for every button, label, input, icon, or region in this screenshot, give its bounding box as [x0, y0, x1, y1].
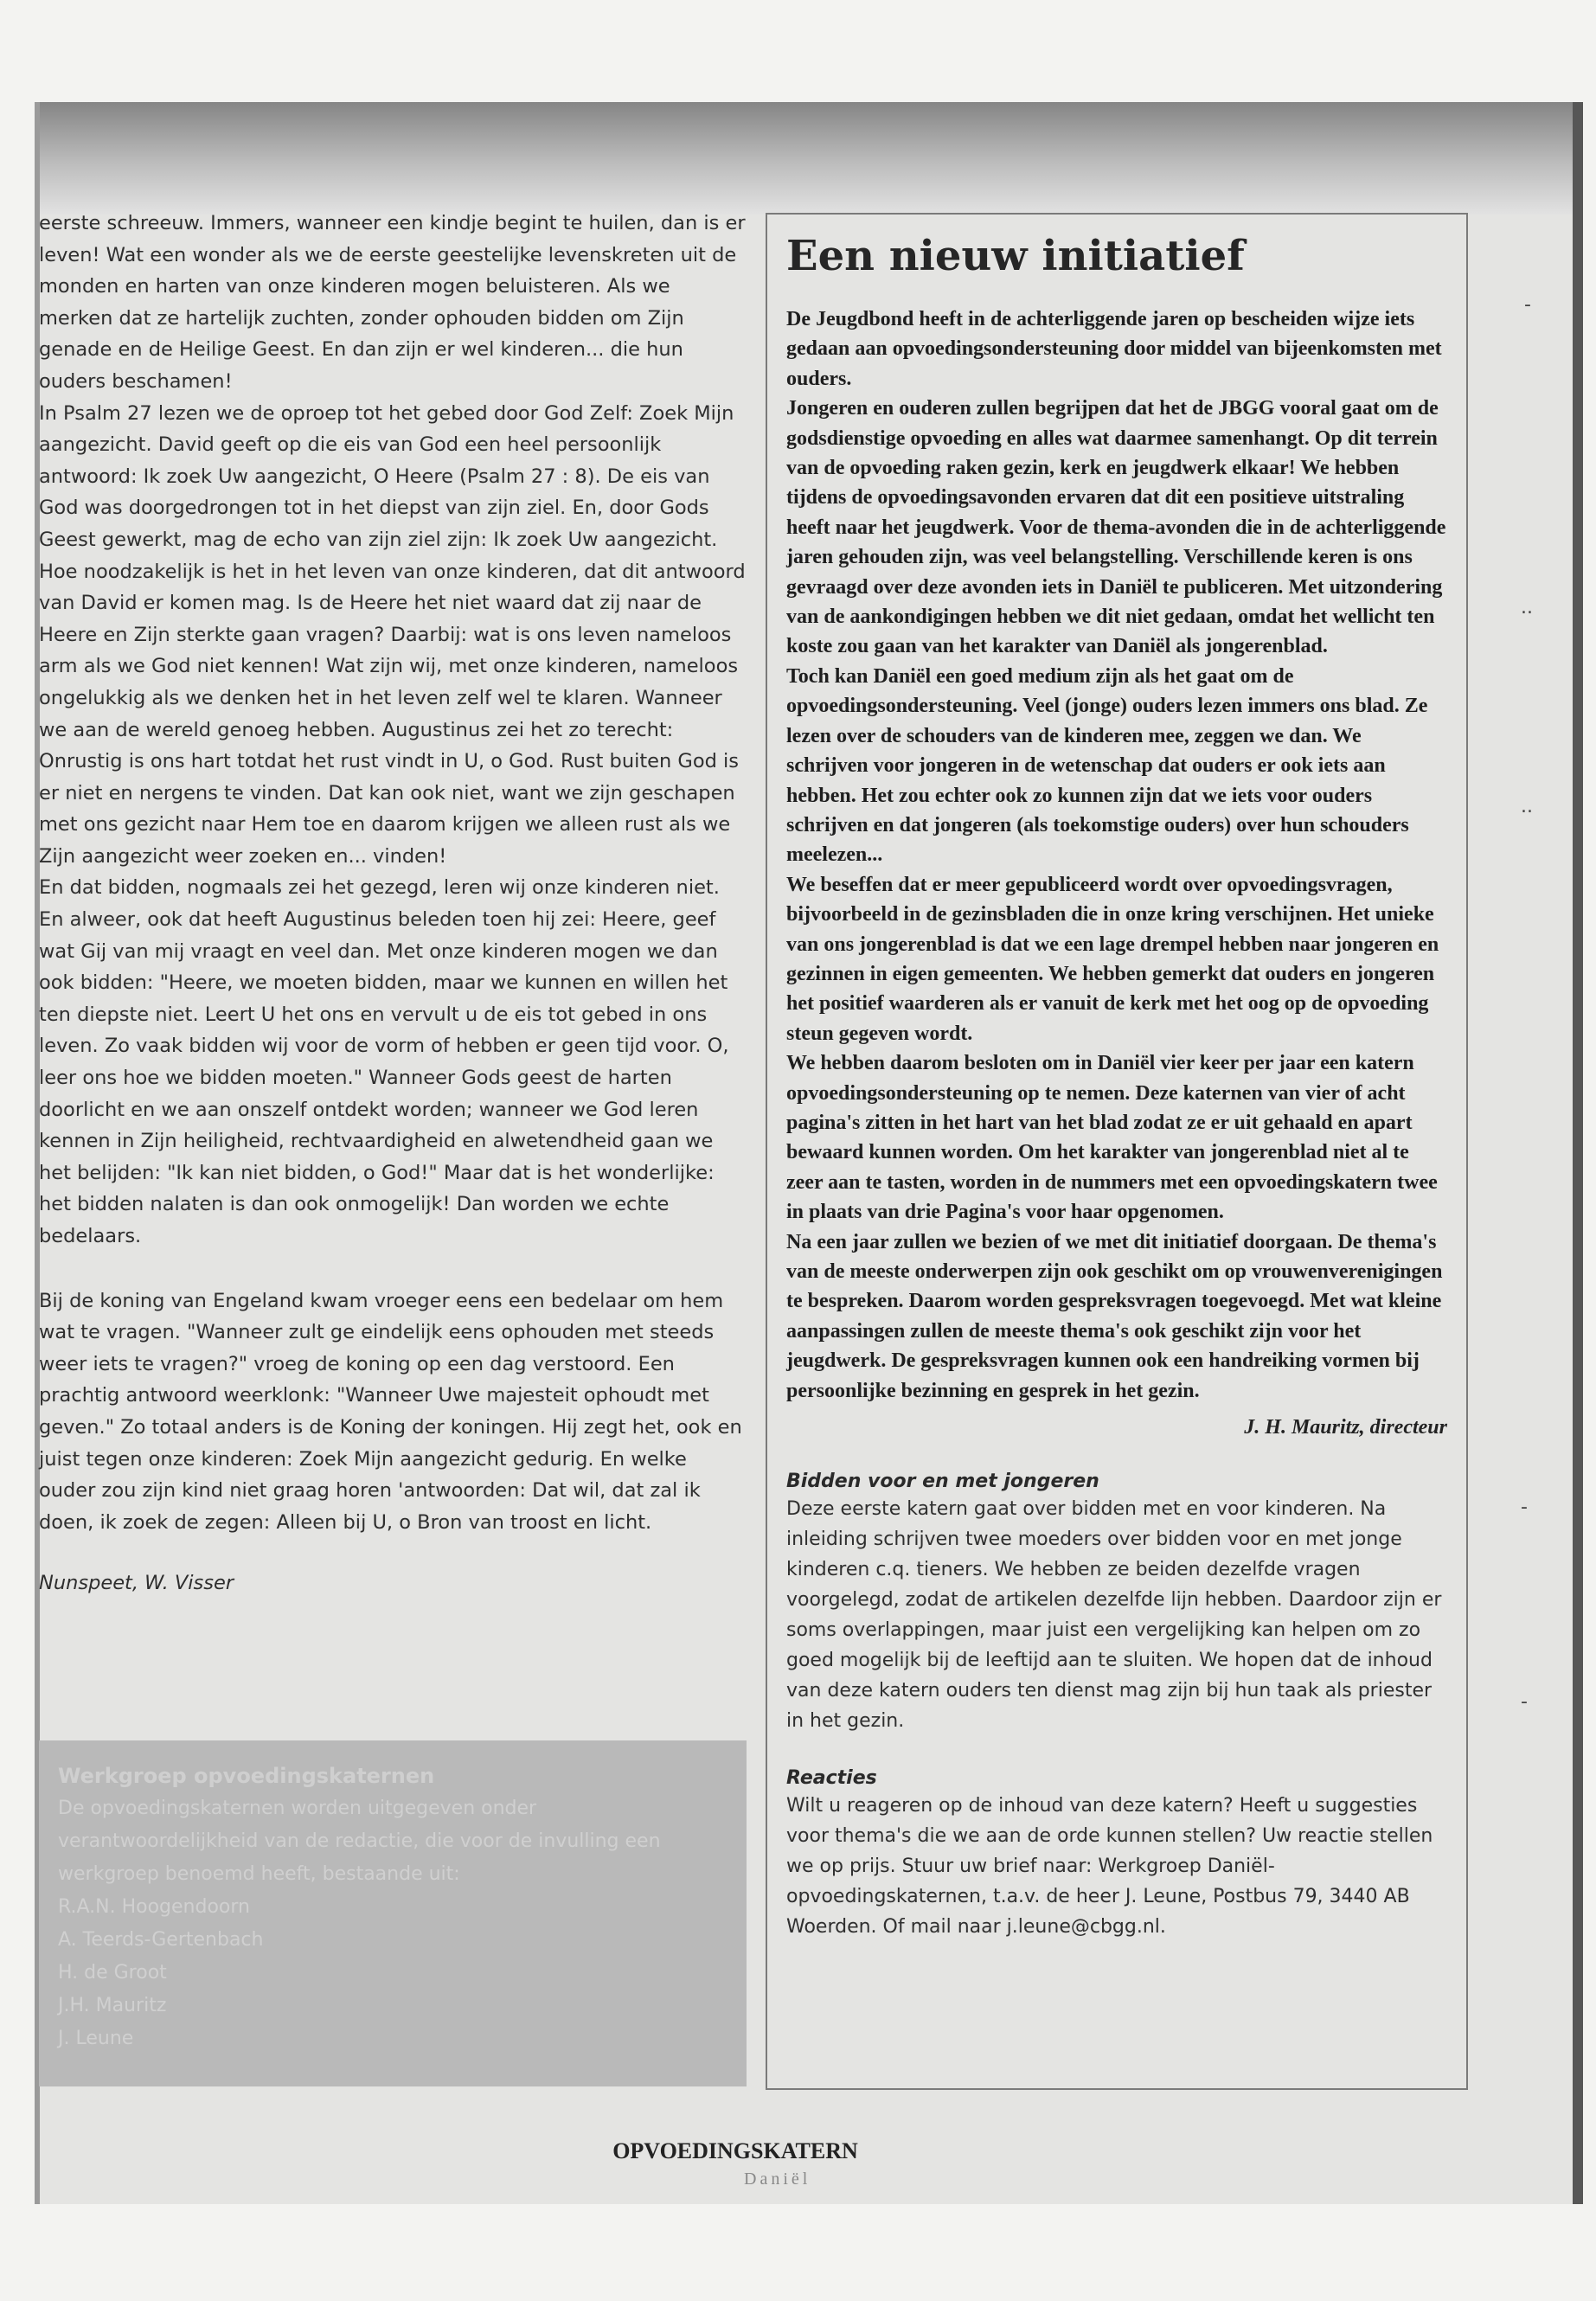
margin-mark: .. — [1521, 796, 1533, 817]
workgroup-member: R.A.N. Hoogendoorn — [58, 1896, 250, 1918]
article-paragraph: Na een jaar zullen we bezien of we met dit initiatief doorgaan. De thema's van de meeste onderwerpen zijn ook geschikt om op vrouwenverenigingen te bespreken. Daarom worden gespreksvragen toegevoegd. Met wat kleine aanpassingen zullen de meeste thema's ook geschikt zijn voor het jeugdwerk. De gespreksvragen kunnen ook een handreiking vormen bij persoonlijke bezinning en gesprek in het gezin. — [786, 1230, 1443, 1402]
workgroup-member: J.H. Mauritz — [58, 1995, 167, 2016]
workgroup-title: Werkgroep opvoedingskaternen — [58, 1764, 435, 1788]
section-text — [786, 1494, 1447, 1736]
section-paragraph: Deze eerste katern gaat over bidden met en voor kinderen. Na inleiding schrijven twee moeders over bidden voor en met jonge kinderen c.q. tieners. We hebben ze beiden dezelfde vragen voorgelegd, zodat de artikelen dezelfde lijn hebben. Daardoor zijn er soms overlappingen, maar juist een vergelijking kan helpen om zo goed mogelijk bij de leeftijd aan te sluiten. We hopen dat de inhoud van deze katern ouders ten dienst mag zijn bij hun taak als priester in het gezin. — [786, 1498, 1442, 1733]
margin-mark: - — [1521, 1497, 1528, 1518]
article-paragraph: De Jeugdbond heeft in de achterliggende jaren op bescheiden wijze iets gedaan aan opvoedingsondersteuning door middel van bijeenkomsten met ouders. — [786, 308, 1442, 390]
left-paragraph: En dat bidden, nogmaals zei het gezegd, leren wij onze kinderen niet. En alweer, ook dat heeft Augustinus beleden toen hij zei: Heere, geef wat Gij van mij vraagt en veel dan. Met onze kinderen mogen we dan ook bidden: "Heere, we moeten bidden, maar we kunnen en willen het ten diepste niet. Leert U het ons en vervult u de eis tot gebed in ons leven. Zo vaak bidden wij voor de vorm of hebben er geen tijd voor. O, leer ons hoe we bidden moeten." Wanneer Gods geest de harten doorlicht en we aan onszelf ontdekt worden; wanneer we God leren kennen in Zijn heiligheid, rechtvaardigheid en alwetendheid gaan we het belijden: "Ik kan niet bidden, o God!" Maar dat is het wonderlijke: het bidden nalaten is dan ook onmogelijk! Dan worden we echte bedelaars. — [39, 876, 729, 1247]
left-paragraph: Hoe noodzakelijk is het in het leven van onze kinderen, dat dit antwoord van David er komen mag. Is de Heere het niet waard dat zij naar de Heere en Zijn sterkte gaan vragen? Daarbij: wat is ons leven nameloos arm als we God niet kennen! Wat zijn wij, met onze kinderen, nameloos ongelukkig als we denken het in het leven zelf wel te klaren. Wanneer we aan de wereld genoeg hebben. Augustinus zei het zo terecht: Onrustig is ons hart totdat het rust vindt in U, o God. Rust buiten God is er niet en nergens te vinden. Dat kan ook niet, want we zijn geschapen met ons gezicht naar Hem toe en daarom krijgen we alleen rust als we Zijn aangezicht weer zoeken en... vinden! — [39, 560, 746, 868]
margin-mark: - — [1524, 294, 1531, 316]
scan-top-shadow — [39, 102, 1579, 215]
article-body — [786, 304, 1447, 1406]
section-heading: Reacties — [786, 1767, 877, 1790]
left-paragraph: Bij de koning van Engeland kwam vroeger eens een bedelaar om hem wat te vragen. "Wanneer zult ge eindelijk eens ophouden met steeds weer iets te vragen?" vroeg de koning op een dag verstoord. Een prachtig antwoord weerklonk: "Wanneer Uwe majesteit ophoudt met geven." Zo totaal anders is de Koning der koningen. Hij zegt het, ook en juist tegen onze kinderen: Zoek Mijn aangezicht gedurig. En welke ouder zou zijn kind niet graag horen 'antwoorden: Dat wil, dat zal ik doen, ik zoek de zegen: Alleen bij U, o Bron van troost en licht. — [39, 1289, 742, 1534]
workgroup-member: A. Teerds-Gertenbach — [58, 1929, 264, 1951]
article-paragraph: Jongeren en ouderen zullen begrijpen dat het de JBGG vooral gaat om de godsdienstige opvoeding en alles wat daarmee samenhangt. Op dit terrein van de opvoeding raken gezin, kerk en jeugdwerk elkaar! We hebben tijdens de opvoedingsavonden ervaren dat dit een positieve uitstraling heeft naar het jeugdwerk. Voor de thema-avonden die in de achterliggende jaren gehouden zijn, was veel belangstelling. Verschillende keren is ons gevraagd over deze avonden iets in Daniël te publiceren. Met uitzondering van de aankondigingen hebben we dit niet gedaan, omdat het wellicht ten koste zou gaan van het karakter van Daniël als jongerenblad. — [786, 397, 1446, 658]
article-box — [766, 213, 1468, 2090]
left-paragraph: eerste schreeuw. Immers, wanneer een kindje begint te huilen, dan is er leven! Wat een wonder als we de eerste geestelijke levenskreten uit de monden en harten van onze kinderen mogen beluisteren. Als we merken dat ze hartelijk zuchten, zonder ophouden bidden om Zijn genade en de Heilige Geest. En dan zijn er wel kinderen... die hun ouders beschamen! — [39, 212, 746, 393]
workgroup-intro: De opvoedingskaternen worden uitgegeven onder verantwoordelijkheid van de redactie, die voor de invulling een werkgroep benoemd heeft, bestaande uit: — [58, 1798, 661, 1885]
article-author: J. H. Mauritz, directeur — [1244, 1416, 1447, 1439]
workgroup-box — [39, 1740, 747, 2086]
article-paragraph: We hebben daarom besloten om in Daniël vier keer per jaar een katern opvoedingsondersteuning op te nemen. Deze katernen van vier of acht pagina's zitten in het hart van het blad zodat ze er uit gehaald en apart bewaard kunnen worden. Om het karakter van jongerenblad niet al te zeer aan te tasten, worden in de nummers met een opvoedingskatern twee in plaats van drie Pagina's voor haar opgenomen. — [786, 1052, 1438, 1224]
footer-label: OPVOEDINGSKATERN — [612, 2138, 858, 2163]
workgroup-member: J. Leune — [58, 2028, 134, 2049]
article-paragraph: We beseffen dat er meer gepubliceerd wordt over opvoedingsvragen, bijvoorbeeld in de gezinsbladen die in onze kring verschijnen. Het unieke van ons jongerenblad is dat we een lage drempel hebben naar jongeren en gezinnen in eigen gemeenten. We hebben gemerkt dat ouders en jongeren het positief waarderen als er vanuit de kerk met het oog op de opvoeding steun gegeven wordt. — [786, 873, 1439, 1045]
scan-right-edge — [1573, 102, 1583, 2204]
section-heading: Bidden voor en met jongeren — [786, 1471, 1099, 1493]
section-paragraph: Wilt u reageren op de inhoud van deze katern? Heeft u suggesties voor thema's die we aan de orde kunnen stellen? Uw reactie stellen we op prijs. Stuur uw brief naar: Werkgroep Daniël-opvoedingskaternen, t.a.v. de heer J. Leune, Postbus 79, 3440 AB Woerden. Of mail naar j.leune@cbgg.nl. — [786, 1795, 1433, 1939]
footer-sublabel: Daniël — [744, 2170, 811, 2189]
left-column — [39, 208, 748, 1599]
margin-mark: .. — [1521, 597, 1533, 619]
signature: Nunspeet, W. Visser — [39, 1572, 234, 1595]
margin-mark: - — [1521, 1691, 1528, 1713]
article-paragraph: Toch kan Daniël een goed medium zijn als het gaat om de opvoedingsondersteuning. Veel (jonge) ouders lezen immers ons blad. Ze lezen over de schouders van de kinderen mee, zeggen we dan. We schrijven voor jongeren in de wetenschap dat ouders er ook iets aan hebben. Het zou echter ook zo kunnen zijn dat we iets voor ouders schrijven en dat jongeren (als toekomstige ouders) over hun schouders meelezen... — [786, 664, 1428, 867]
article-title: Een nieuw initiatief — [786, 232, 1245, 280]
workgroup-member: H. de Groot — [58, 1962, 167, 1984]
left-paragraph: In Psalm 27 lezen we de oproep tot het gebed door God Zelf: Zoek Mijn aangezicht. David geeft op die eis van God een heel persoonlijk antwoord: Ik zoek Uw aangezicht, O Heere (Psalm 27 : 8). De eis van God was doorgedrongen tot in het diepst van zijn ziel. En, door Gods Geest gewerkt, mag de echo van zijn ziel zijn: Ik zoek Uw aangezicht. — [39, 401, 734, 551]
section-text — [786, 1791, 1447, 1942]
